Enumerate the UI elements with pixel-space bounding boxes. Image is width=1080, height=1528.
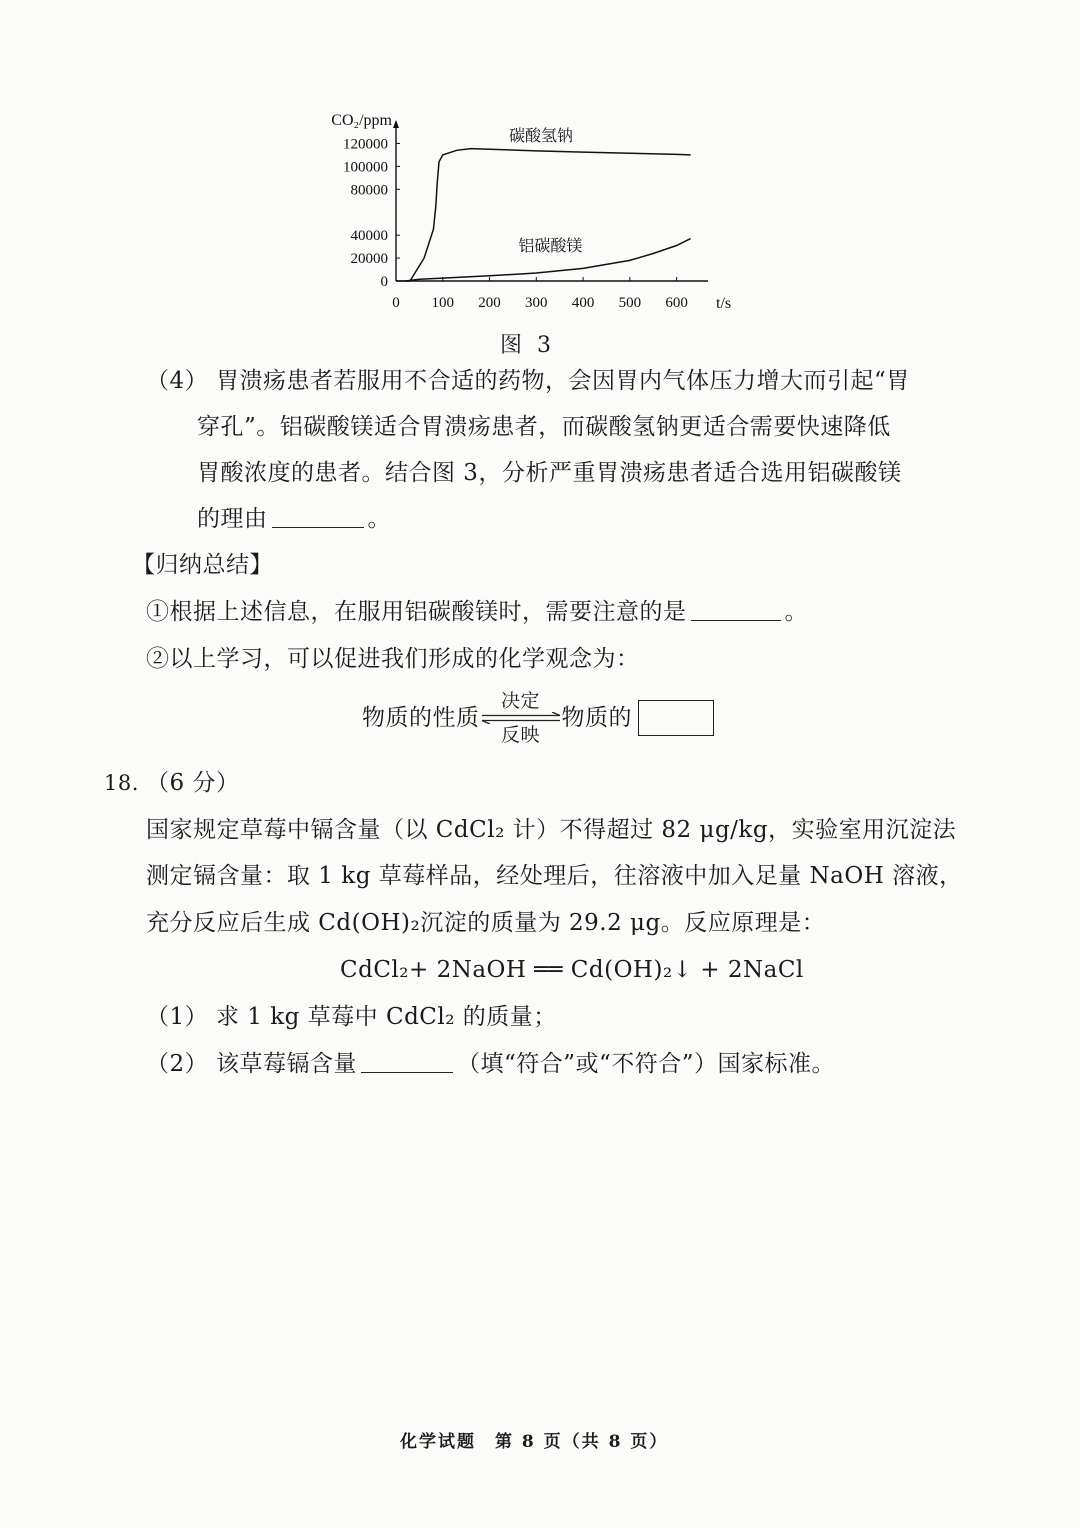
concept-left: 物质的性质 (362, 705, 480, 731)
q18-para2: 测定镉含量：取 1 kg 草莓样品，经处理后，往溶液中加入足量 NaOH 溶液， (146, 863, 963, 889)
x-tick-label: 100 (431, 295, 455, 311)
series-label-1: 碳酸氢钠 (508, 127, 573, 145)
co2-chart (300, 100, 740, 325)
q18-para1: 国家规定草莓中镉含量（以 CdCl₂ 计）不得超过 82 μg/kg，实验室用沉淀法 (146, 817, 957, 843)
y-tick-label: 40000 (350, 228, 388, 245)
double-arrow-icon (480, 712, 562, 724)
page-footer: 化学试题 第 8 页（共 8 页） (400, 1432, 669, 1452)
y-axis-arrow (393, 120, 399, 128)
q18-sub2-prefix: （2） 该草莓镉含量 (146, 1051, 357, 1077)
q18-sub1: （1） 求 1 kg 草莓中 CdCl₂ 的质量； (146, 1004, 557, 1030)
x-tick-label: 300 (525, 295, 548, 311)
q4-answer-blank[interactable] (272, 505, 364, 528)
arrow-label-bottom: 反映 (500, 724, 540, 746)
q18-sub2-suffix: （填“符合”或“不符合”）国家标准。 (456, 1051, 835, 1077)
q18-score: （6 分） (146, 770, 240, 796)
x-axis-label: t/s (716, 295, 732, 312)
series-label-2: 铝碳酸镁 (518, 237, 583, 255)
q4-line4-suffix: 。 (367, 506, 391, 532)
concept-answer-box[interactable] (638, 700, 714, 736)
concept-right: 物质的 (561, 705, 632, 731)
summary-item2: ②以上学习，可以促进我们形成的化学观念为： (146, 646, 640, 672)
q18-number: 18. (104, 771, 139, 795)
y-tick-label: 120000 (343, 136, 388, 153)
q18-sub2-blank[interactable] (361, 1050, 453, 1073)
x-tick-label: 500 (618, 295, 642, 311)
x-tick-label: 200 (478, 295, 501, 311)
q4-line4-prefix: 的理由 (197, 506, 268, 532)
summary-title: 【归纳总结】 (132, 552, 273, 578)
double-arrow (480, 690, 562, 746)
summary-item1-blank[interactable] (691, 598, 781, 621)
q4-line3: 胃酸浓度的患者。结合图 3，分析严重胃溃疡患者适合选用铝碳酸镁 (197, 460, 902, 486)
summary-item1 (146, 597, 808, 627)
y-tick-label: 20000 (350, 251, 388, 268)
q4-line4 (197, 504, 391, 534)
y-tick-label: 100000 (343, 159, 388, 176)
summary-item1-text: ①根据上述信息，在服用铝碳酸镁时，需要注意的是 (146, 599, 687, 625)
q4-line2: 穿孔”。铝碳酸镁适合胃溃疡患者，而碳酸氢钠更适合需要快速降低 (197, 414, 891, 440)
y-tick-label: 0 (380, 274, 388, 290)
series-line-1 (396, 149, 691, 281)
summary-item1-suffix: 。 (784, 599, 808, 625)
y-axis-label: CO₂/ppm (331, 112, 392, 129)
x-tick-label: 600 (665, 295, 688, 311)
q18-para3: 充分反应后生成 Cd(OH)₂沉淀的质量为 29.2 μg。反应原理是： (146, 910, 826, 936)
concept-diagram (362, 690, 714, 746)
chart-caption: 图 3 (500, 333, 555, 358)
x-tick-label: 400 (571, 295, 595, 311)
q18-equation: CdCl₂+ 2NaOH ══ Cd(OH)₂↓ + 2NaCl (340, 957, 804, 983)
arrow-label-top: 决定 (500, 690, 540, 712)
x-tick-label: 0 (392, 295, 400, 311)
y-tick-label: 80000 (350, 182, 388, 199)
q18-sub2 (146, 1049, 835, 1079)
q4-line1: （4） 胃溃疡患者若服用不合适的药物，会因胃内气体压力增大而引起“胃 (146, 368, 910, 394)
